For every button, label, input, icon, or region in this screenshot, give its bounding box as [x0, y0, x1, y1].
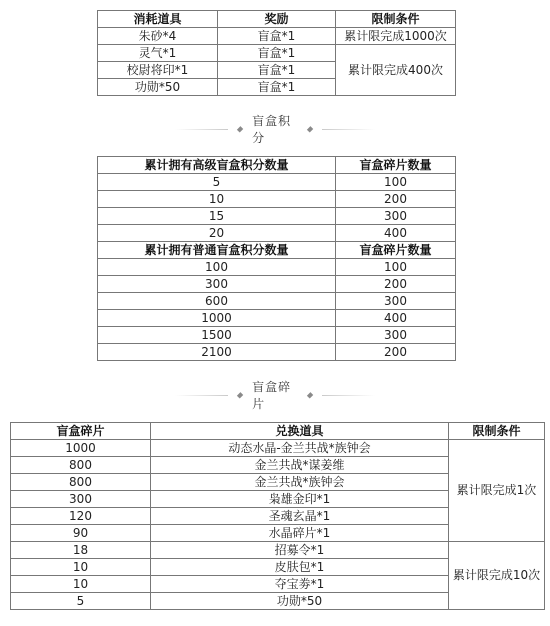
cost-cell: 800	[11, 457, 151, 474]
fragments-cell: 100	[336, 174, 456, 191]
fragments-cell: 300	[336, 208, 456, 225]
table-header-row	[11, 423, 545, 440]
fragments-cell: 200	[336, 191, 456, 208]
reward-cell: 盲盒*1	[218, 45, 336, 62]
fragments-cell: 400	[336, 310, 456, 327]
exchange-item-cell: 水晶碎片*1	[151, 525, 449, 542]
table-row	[98, 191, 456, 208]
table-row	[98, 310, 456, 327]
exchange-item-cell: 枭雄金印*1	[151, 491, 449, 508]
column-header: 限制条件	[449, 423, 545, 440]
fragments-cell: 300	[336, 293, 456, 310]
diamond-icon	[237, 126, 244, 133]
points-cell: 10	[98, 191, 336, 208]
column-header: 盲盒碎片数量	[336, 157, 456, 174]
column-header: 盲盒碎片	[11, 423, 151, 440]
diamond-icon	[237, 392, 244, 399]
cost-cell: 5	[11, 593, 151, 610]
item-cell: 朱砂*4	[98, 28, 218, 45]
exchange-item-cell: 功勋*50	[151, 593, 449, 610]
points-table	[97, 156, 456, 361]
table-row	[11, 440, 545, 457]
column-header: 兑换道具	[151, 423, 449, 440]
exchange-item-cell: 动态水晶-金兰共战*族钟会	[151, 440, 449, 457]
points-cell: 20	[98, 225, 336, 242]
fragments-cell: 200	[336, 276, 456, 293]
divider-line	[175, 395, 228, 396]
column-header: 消耗道具	[98, 11, 218, 28]
cost-cell: 300	[11, 491, 151, 508]
points-cell: 100	[98, 259, 336, 276]
cost-cell: 10	[11, 559, 151, 576]
points-cell: 5	[98, 174, 336, 191]
table-header-row	[98, 157, 456, 174]
points-cell: 1000	[98, 310, 336, 327]
cost-cell: 800	[11, 474, 151, 491]
table-row	[98, 293, 456, 310]
column-header: 奖励	[218, 11, 336, 28]
section-title-text: 盲盒积分	[252, 114, 292, 145]
item-cell: 灵气*1	[98, 45, 218, 62]
exchange-item-cell: 夺宝劵*1	[151, 576, 449, 593]
column-header: 累计拥有普通盲盒积分数量	[98, 242, 336, 259]
limit-cell: 累计限完成10次	[449, 542, 545, 610]
cost-cell: 120	[11, 508, 151, 525]
points-cell: 1500	[98, 327, 336, 344]
reward-cell: 盲盒*1	[218, 62, 336, 79]
exchange-item-cell: 金兰共战*谋姜维	[151, 457, 449, 474]
points-cell: 2100	[98, 344, 336, 361]
item-cell: 校尉将印*1	[98, 62, 218, 79]
divider-line	[322, 395, 375, 396]
divider-line	[322, 129, 375, 130]
item-cell: 功勋*50	[98, 79, 218, 96]
cost-cell: 90	[11, 525, 151, 542]
exchange-item-cell: 皮肤包*1	[151, 559, 449, 576]
diamond-icon	[307, 392, 314, 399]
fragments-cell: 100	[336, 259, 456, 276]
section-title-fragments	[175, 380, 375, 411]
exchange-item-cell: 招募令*1	[151, 542, 449, 559]
exchange-item-cell: 圣魂玄晶*1	[151, 508, 449, 525]
table-row	[98, 259, 456, 276]
points-cell: 300	[98, 276, 336, 293]
diamond-icon	[307, 126, 314, 133]
points-cell: 15	[98, 208, 336, 225]
reward-cell: 盲盒*1	[218, 79, 336, 96]
cost-cell: 10	[11, 576, 151, 593]
table-row	[98, 208, 456, 225]
table-row	[98, 276, 456, 293]
table-row	[98, 327, 456, 344]
limit-cell: 累计限完成1000次	[336, 28, 456, 45]
exchange-item-cell: 金兰共战*族钟会	[151, 474, 449, 491]
column-header: 累计拥有高级盲盒积分数量	[98, 157, 336, 174]
column-header: 盲盒碎片数量	[336, 242, 456, 259]
limit-cell: 累计限完成400次	[336, 45, 456, 96]
table-row	[11, 542, 545, 559]
divider-line	[175, 129, 228, 130]
section-title-text: 盲盒碎片	[252, 380, 292, 411]
points-cell: 600	[98, 293, 336, 310]
fragments-cell: 400	[336, 225, 456, 242]
reward-cell: 盲盒*1	[218, 28, 336, 45]
cost-cell: 1000	[11, 440, 151, 457]
table-row	[98, 45, 456, 62]
section-title-points	[175, 114, 375, 145]
fragments-cell: 300	[336, 327, 456, 344]
table-row	[98, 225, 456, 242]
cost-cell: 18	[11, 542, 151, 559]
fragments-cell: 200	[336, 344, 456, 361]
limit-cell: 累计限完成1次	[449, 440, 545, 542]
consume-table	[97, 10, 456, 96]
table-row	[98, 28, 456, 45]
table-header-row	[98, 242, 456, 259]
fragments-table	[10, 422, 545, 610]
column-header: 限制条件	[336, 11, 456, 28]
table-row	[98, 174, 456, 191]
table-row	[98, 344, 456, 361]
table-header-row	[98, 11, 456, 28]
